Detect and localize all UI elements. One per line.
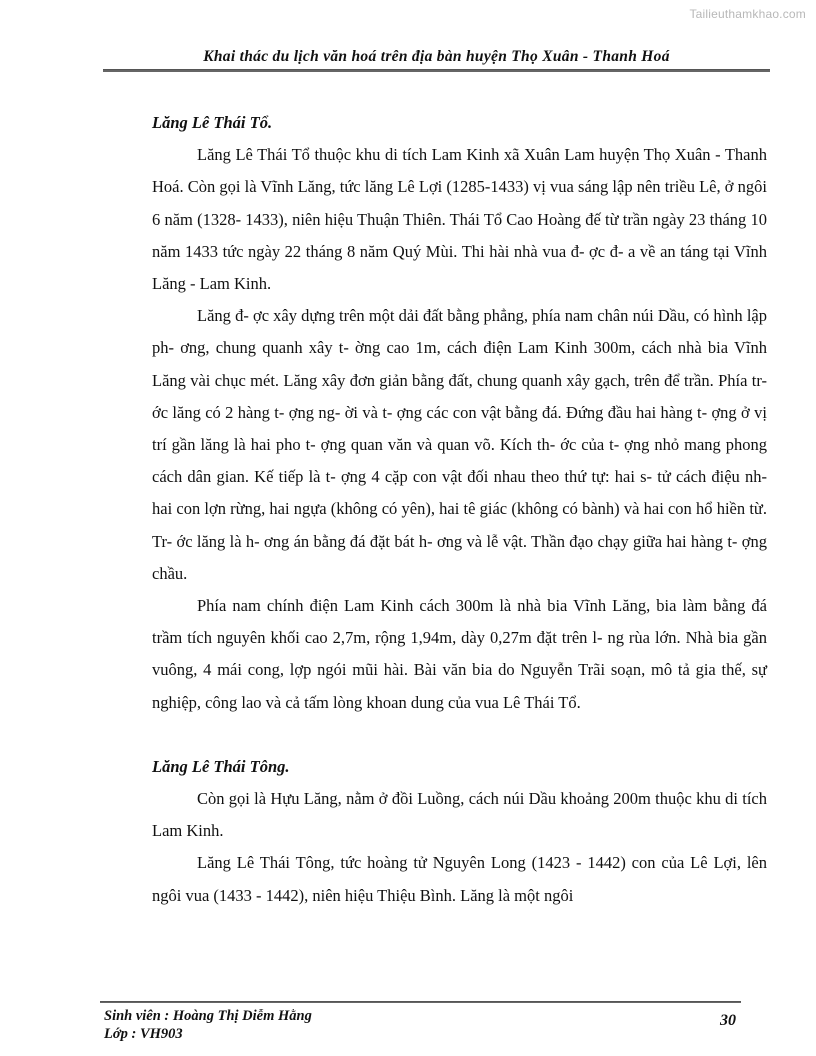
paragraph: Lăng Lê Thái Tổ thuộc khu di tích Lam Kinh xã Xuân Lam huyện Thọ Xuân - Thanh Hoá. Còn gọi là Vĩnh Lăng, tức lăng Lê Lợi (1285-1433) vị vua sáng lập nên triều Lê, ở ngôi 6 năm (1328- 1433), niên hiệu Thuận Thiên. Thái Tổ Cao Hoàng đế từ trần ngày 23 tháng 10 năm 1433 tức ngày 22 tháng 8 năm Quý Mùi. Thi hài nhà vua đ- ợc đ- a về an táng tại Vĩnh Lăng - Lam Kinh. (152, 145, 767, 294)
paragraph: Phía nam chính điện Lam Kinh cách 300m là nhà bia Vĩnh Lăng, bia làm bằng đá trầm tích nguyên khối cao 2,7m, rộng 1,94m, dày 0,27m đặt trên l- ng rùa lớn. Nhà bia gần vuông, 4 mái cong, lợp ngói mũi hài. Bài văn bia do Nguyễn Trãi soạn, mô tả gia thế, sự nghiệp, công lao và cả tấm lòng khoan dung của vua Lê Thái Tổ. (152, 596, 767, 712)
paragraph: Còn gọi là Hựu Lăng, nằm ở đồi Luồng, cách núi Dầu khoảng 200m thuộc khu di tích Lam Kinh. (152, 789, 767, 841)
running-header: Khai thác du lịch văn hoá trên địa bàn huyện Thọ Xuân - Thanh Hoá (203, 48, 670, 65)
footer-class: Lớp : VH903 (104, 1026, 183, 1042)
footer-rule (100, 1001, 741, 1003)
paragraph: Lăng đ- ợc xây dựng trên một dải đất bằng phẳng, phía nam chân núi Dầu, có hình lập ph- ơng, chung quanh xây t- ờng cao 1m, cách điện Lam Kinh 300m, cách nhà bia Vĩnh Lăng vài chục mét. Lăng xây đơn giản bằng đất, chung quanh xây gạch, trên để trần. Phía tr- ớc lăng có 2 hàng t- ợng ng- ời và t- ợng các con vật bằng đá. Đứng đầu hai hàng t- ợng ở vị trí gần lăng là hai pho t- ợng quan văn và quan võ. Kích th- ớc của t- ợng nhỏ mang phong cách dân gian. Kế tiếp là t- ợng 4 cặp con vật đối nhau theo thứ tự: hai s- tử cách điệu nh- hai con lợn rừng, hai ngựa (không có yên), hai tê giác (không có bành) và hai con hổ hiền từ. Tr- ớc lăng là h- ơng án bằng đá đặt bát h- ơng và lễ vật. Thần đạo chạy giữa hai hàng t- ợng chầu. (152, 306, 767, 583)
section-spacer (152, 719, 767, 751)
page-number: 30 (720, 1012, 736, 1029)
paragraph: Lăng Lê Thái Tông, tức hoàng tử Nguyên Long (1423 - 1442) con của Lê Lợi, lên ngôi vua (1433 - 1442), niên hiệu Thiệu Bình. Lăng là một ngôi (152, 853, 767, 905)
watermark: Tailieuthamkhao.com (689, 7, 806, 21)
footer-author-block (104, 1007, 312, 1043)
footer-student: Sinh viên : Hoàng Thị Diễm Hằng (104, 1008, 312, 1024)
section-heading: Lăng Lê Thái Tông. (152, 756, 290, 776)
header-rule (103, 69, 770, 72)
document-body (152, 107, 767, 912)
section-heading: Lăng Lê Thái Tổ. (152, 113, 273, 132)
